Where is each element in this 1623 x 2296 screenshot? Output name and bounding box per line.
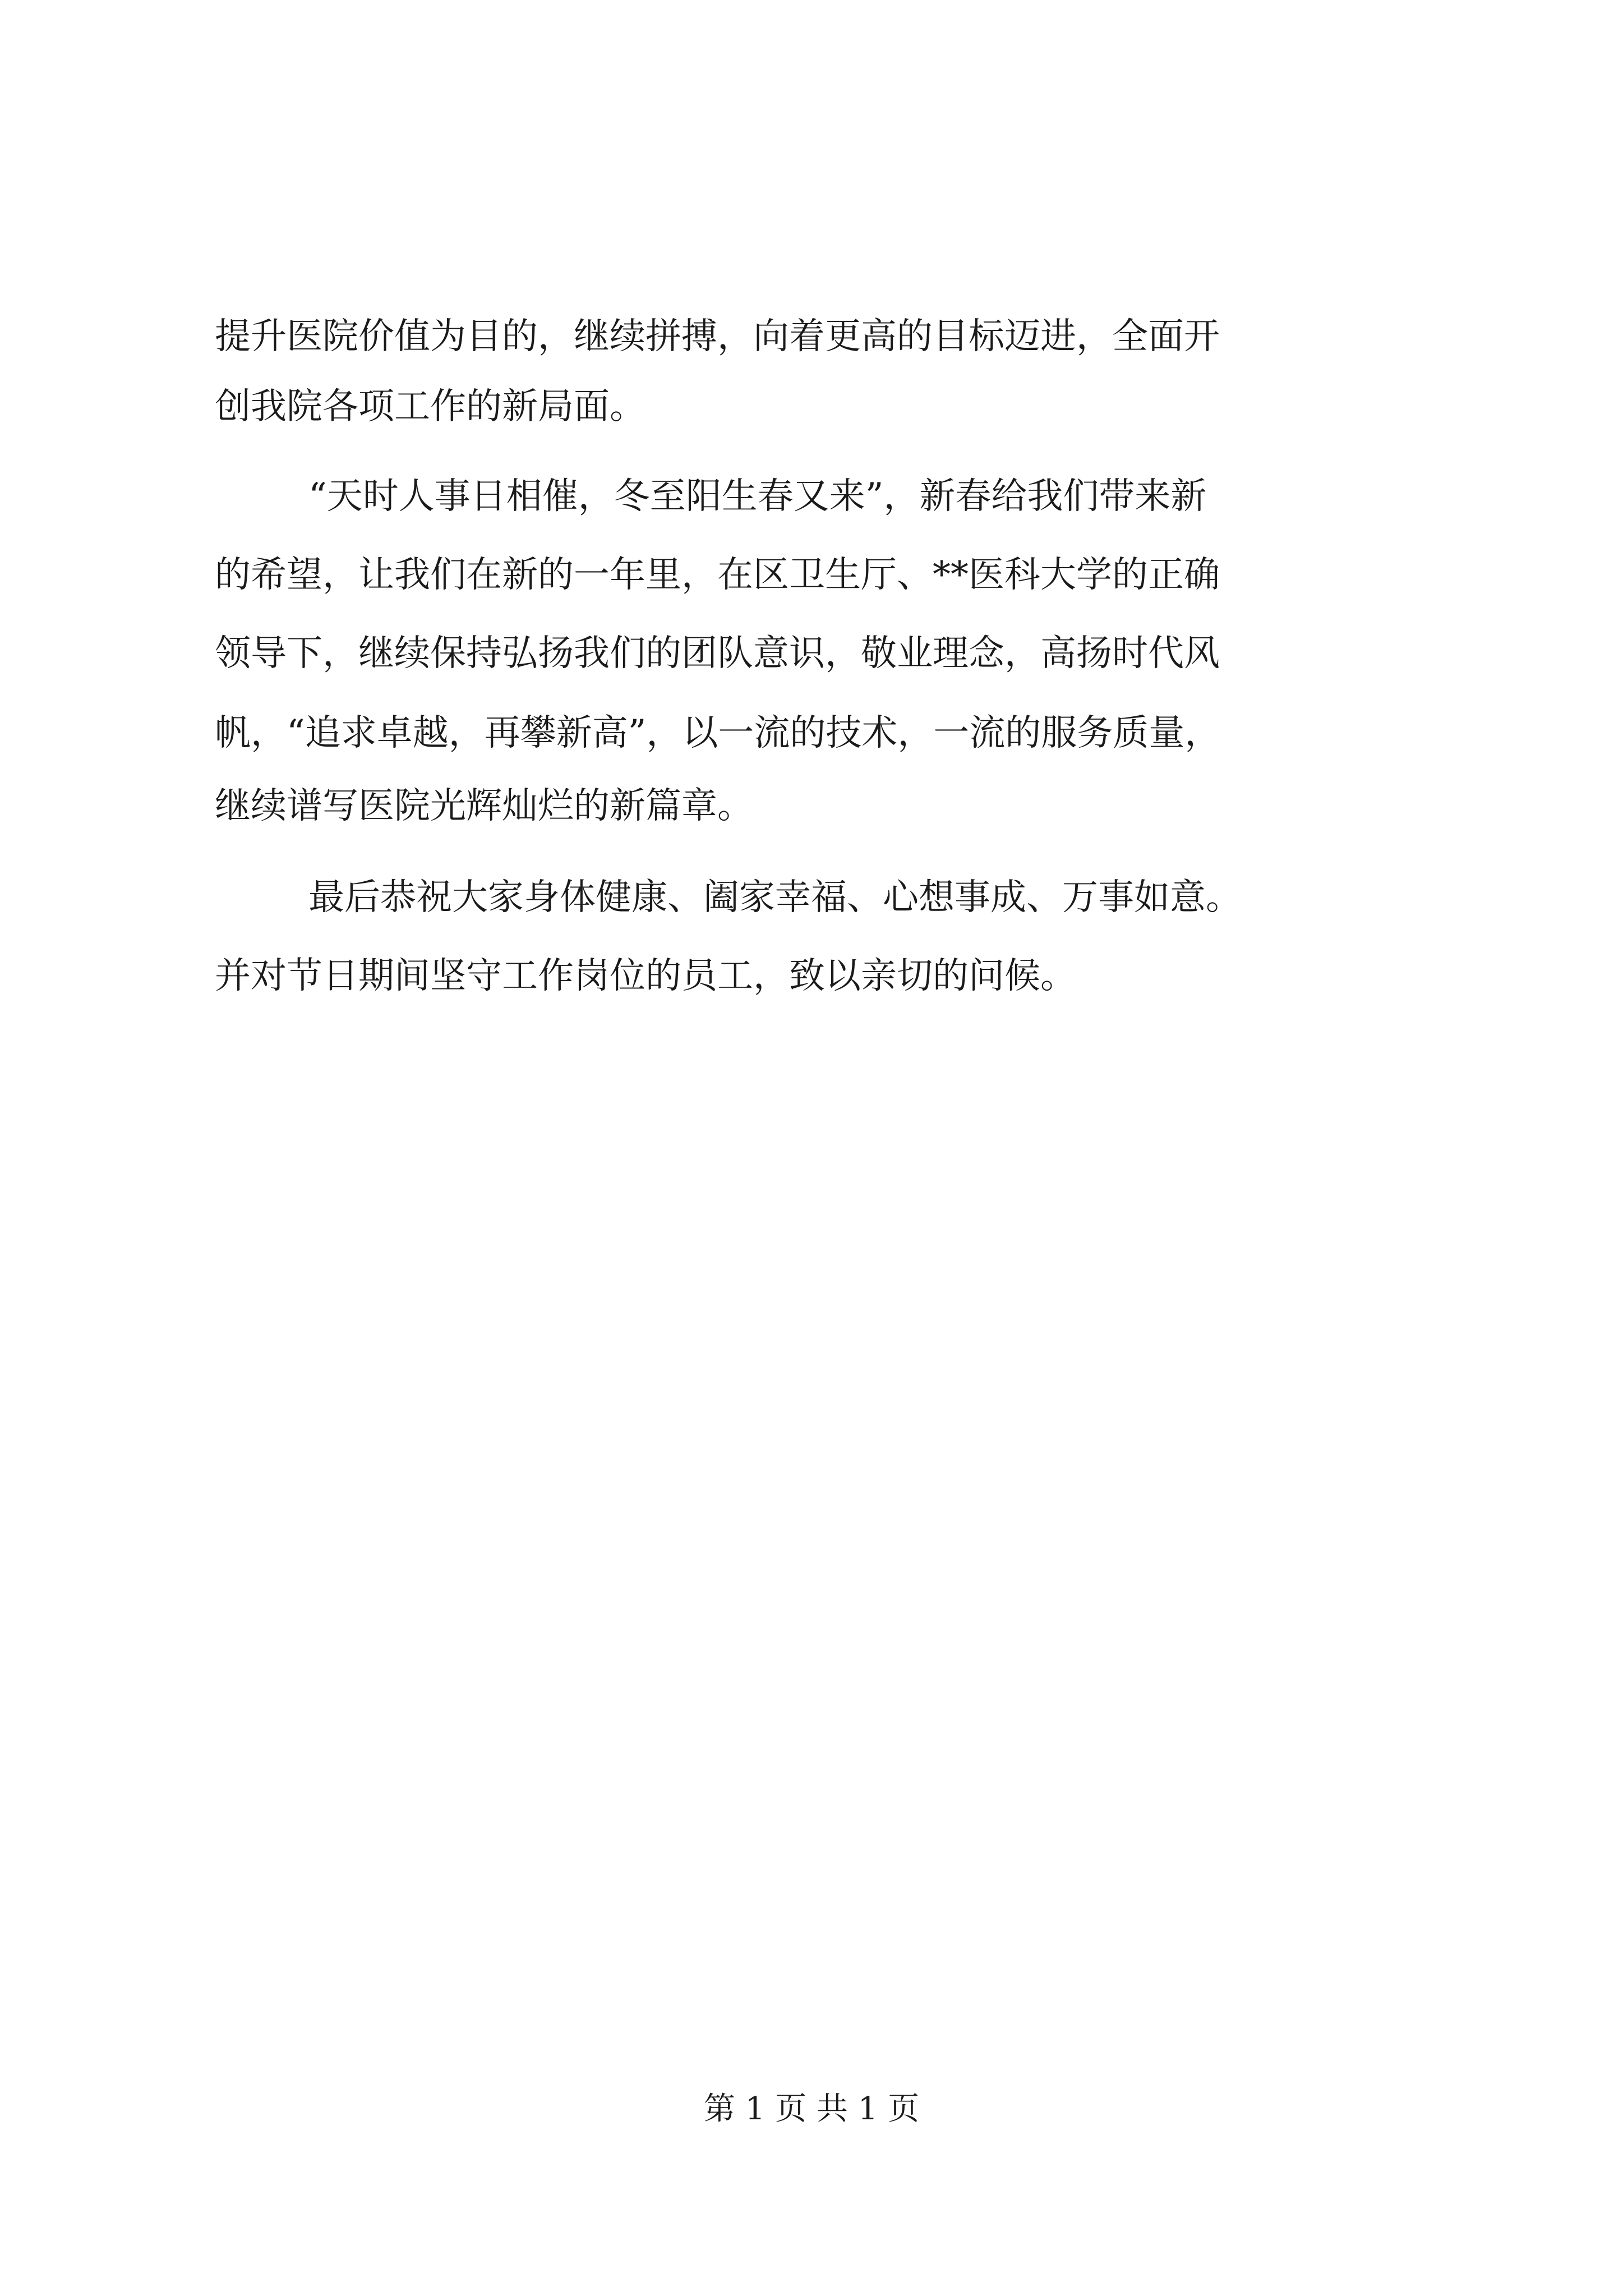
paragraph-1-line-1: 提升医院价值为目的，继续拼搏，向着更高的目标迈进，全面开 (215, 316, 1220, 357)
paragraph-2-line-3: 领导下，继续保持弘扬我们的团队意识，敬业理念，高扬时代风 (215, 633, 1220, 674)
paragraph-2-line-4: 帆，“追求卓越，再攀新高”，以一流的技术，一流的服务质量， (215, 712, 1221, 754)
paragraph-2-line-5: 继续谱写医院光辉灿烂的新篇章。 (215, 785, 753, 827)
paragraph-3-line-2: 并对节日期间坚守工作岗位的员工，致以亲切的问候。 (215, 955, 1076, 997)
paragraph-1-line-2: 创我院各项工作的新局面。 (215, 386, 645, 427)
paragraph-3-line-1: 最后恭祝大家身体健康、阖家幸福、心想事成、万事如意。 (308, 877, 1242, 918)
paragraph-2-line-1: “天时人事日相催，冬至阳生春又来”，新春给我们带来新 (308, 476, 1207, 517)
page-number-footer: 第 1 页 共 1 页 (703, 2091, 920, 2127)
paragraph-2-line-2: 的希望，让我们在新的一年里，在区卫生厅、**医科大学的正确 (215, 554, 1220, 596)
